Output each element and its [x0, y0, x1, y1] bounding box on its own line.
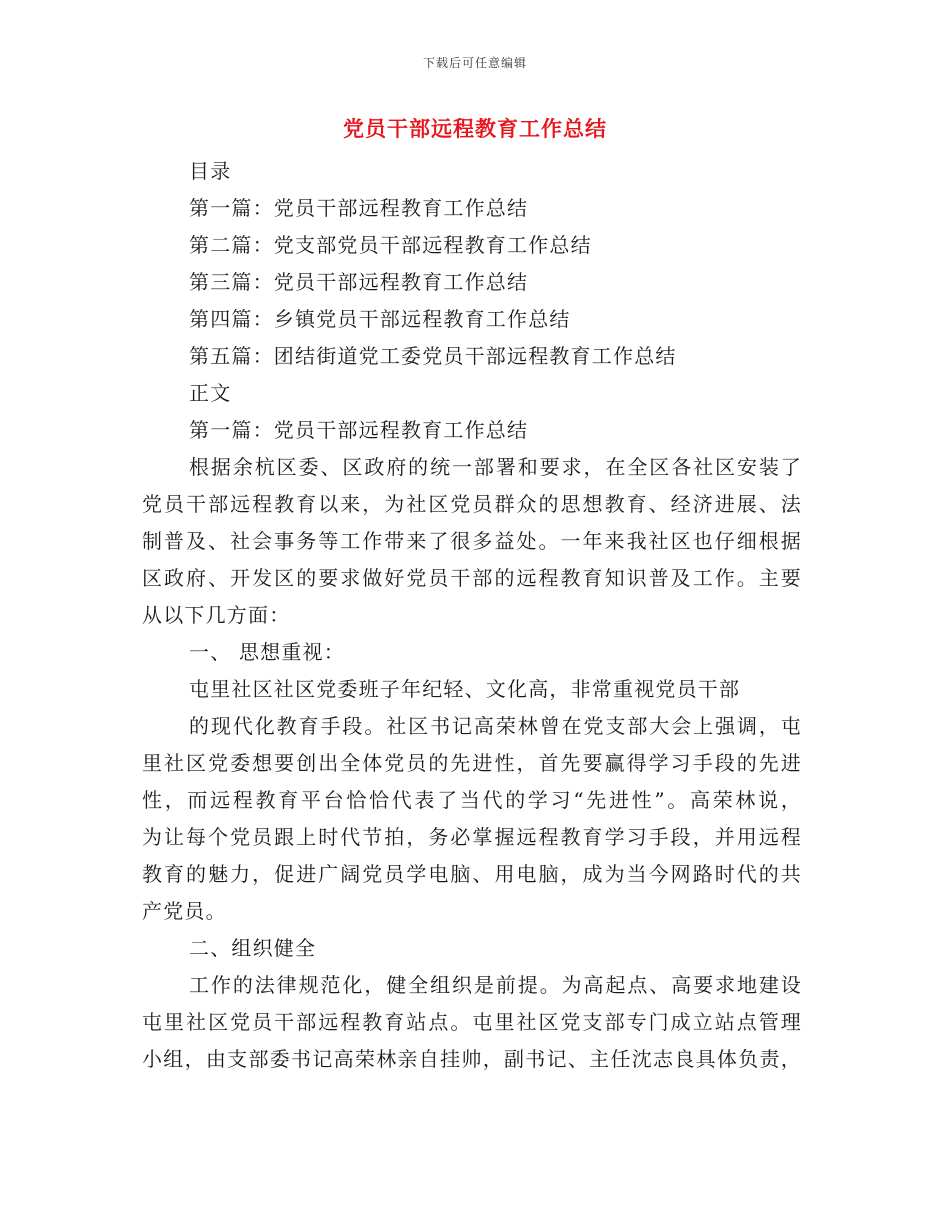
toc-item-1: 第一篇：党员干部远程教育工作总结 — [189, 196, 529, 220]
paragraph-line: 性，而远程教育平台恰恰代表了当代的学习“先进性”。高荣林说， — [142, 788, 802, 812]
chapter-title: 第一篇：党员干部远程教育工作总结 — [189, 418, 529, 442]
paragraph-line: 制普及、社会事务等工作带来了很多益处。一年来我社区也仔细根据 — [142, 529, 802, 553]
toc-item-4: 第四篇：乡镇党员干部远程教育工作总结 — [189, 307, 571, 331]
toc-label: 目录 — [189, 159, 232, 183]
paragraph-line: 的现代化教育手段。社区书记高荣林曾在党支部大会上强调，屯 — [189, 714, 802, 738]
section-heading-2: 二、组织健全 — [189, 936, 317, 960]
document-body — [142, 153, 802, 1078]
paragraph-line: 小组，由支部委书记高荣林亲自挂帅，副书记、主任沈志良具体负责， — [142, 1047, 802, 1071]
paragraph-line: 根据余杭区委、区政府的统一部署和要求，在全区各社区安装了 — [189, 455, 802, 479]
paragraph-line: 区政府、开发区的要求做好党员干部的远程教育知识普及工作。主要 — [142, 566, 802, 590]
paragraph-line: 党员干部远程教育以来，为社区党员群众的思想教育、经济进展、法 — [142, 492, 802, 516]
paragraph-line: 为让每个党员跟上时代节拍，务必掌握远程教育学习手段，并用远程 — [142, 825, 802, 849]
toc-item-5: 第五篇：团结街道党工委党员干部远程教育工作总结 — [189, 344, 677, 368]
paragraph-line: 工作的法律规范化，健全组织是前提。为高起点、高要求地建设 — [189, 973, 802, 997]
toc-item-2: 第二篇：党支部党员干部远程教育工作总结 — [189, 233, 592, 257]
paragraph-line: 里社区党委想要创出全体党员的先进性，首先要赢得学习手段的先进 — [142, 751, 802, 775]
paragraph-line: 从以下几方面： — [142, 603, 291, 627]
paragraph-line: 产党员。 — [142, 899, 227, 923]
paragraph-line: 屯里社区党员干部远程教育站点。屯里社区党支部专门成立站点管理 — [142, 1010, 802, 1034]
body-label: 正文 — [189, 381, 232, 405]
paragraph-line: 教育的魅力，促进广阔党员学电脑、用电脑，成为当今网路时代的共 — [142, 862, 802, 886]
toc-item-3: 第三篇：党员干部远程教育工作总结 — [189, 270, 529, 294]
page-header-note: 下载后可任意编辑 — [422, 56, 527, 70]
document-title: 党员干部远程教育工作总结 — [343, 116, 607, 141]
section-heading-1: 一、 思想重视： — [189, 640, 345, 664]
paragraph-line: 屯里社区社区党委班子年纪轻、文化高，非常重视党员干部 — [189, 677, 741, 701]
